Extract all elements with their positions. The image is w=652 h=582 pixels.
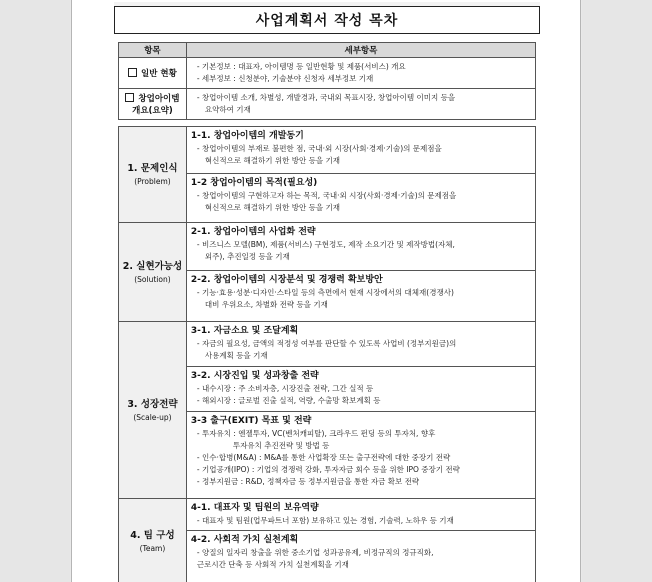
sub-block [187, 322, 535, 367]
section-en: (Team) [139, 543, 166, 553]
sub-bullet: - 기업공개(IPO) : 기업의 경쟁력 강화, 투자자금 회수 등을 위한 IPO 중장기 전략 [196, 465, 460, 474]
general-bullet: - 기본정보 : 대표자, 아이템명 등 일반현황 및 제품(서비스) 개요 [196, 62, 406, 71]
header-detail: 세부항목 [186, 43, 535, 58]
overview-label-2: 개요(요약) [132, 106, 173, 116]
sub-block [187, 127, 535, 174]
sections-table [118, 126, 536, 582]
table-row-general [119, 58, 536, 89]
section-en: (Problem) [134, 177, 171, 186]
sub-bullet: 투자유치 추진전략 및 방법 등 [232, 441, 330, 450]
sub-bullet: 근로시간 단축 등 사회적 가치 실천계획을 기재 [196, 560, 349, 569]
section-row-solution [119, 223, 536, 322]
general-label: 일반 현황 [141, 69, 177, 79]
viewer-right-gutter [582, 0, 652, 582]
sub-block [187, 174, 535, 222]
section-name: 1. 문제인식 [127, 163, 178, 174]
summary-table [118, 42, 536, 120]
sub-bullet: - 자금의 필요성, 금액의 적정성 여부를 판단할 수 있도록 사업비 (정부지원금)의 [196, 339, 457, 348]
section-en: (Solution) [134, 274, 171, 284]
sub-bullet: - 창업아이템의 부재로 불편한 점, 국내·외 시장(사회·경제·기술)의 문제점을 [196, 144, 442, 153]
sub-bullet: 사용계획 등을 기재 [204, 351, 268, 360]
sub-bullet: - 인수·합병(M&A) : M&A를 통한 사업확장 또는 출구전략에 대한 중장기 전략 [196, 453, 451, 462]
sub-block [187, 412, 535, 498]
sub-bullet: 대비 우위요소, 차별화 전략 등을 기재 [204, 300, 328, 309]
sub-bullet: - 양질의 일자리 창출을 위한 중소기업 성과공유제, 비정규직의 정규직화, [196, 548, 434, 557]
header-item: 항목 [119, 43, 187, 58]
section-label-cell [119, 322, 187, 499]
sub-block [187, 271, 535, 321]
section-detail-cell [186, 127, 535, 223]
document-title: 사업계획서 작성 목차 [255, 13, 399, 29]
sub-title: 1-2 창업아이템의 목적(필요성) [190, 178, 318, 188]
sub-title: 1-1. 창업아이템의 개발동기 [190, 131, 304, 141]
sub-block [187, 531, 535, 582]
sub-title: 3-2. 시장진입 및 성과창출 전략 [190, 371, 319, 381]
section-name: 3. 성장전략 [127, 398, 178, 410]
sub-bullet: - 해외시장 : 글로벌 진출 실적, 역량, 수출망 확보계획 등 [196, 396, 381, 405]
section-row-scaleup [119, 322, 536, 499]
sub-bullet: - 투자유치 : 엔젤투자, VC(벤처캐피탈), 크라우드 펀딩 등의 투자처, 향후 [196, 429, 436, 438]
sub-title: 3-1. 자금소요 및 조달계획 [190, 326, 299, 336]
sub-bullet: 혁신적으로 해결하기 위한 방안 등을 기재 [204, 203, 340, 212]
general-bullet: - 세부정보 : 신청분야, 기술분야 신청자 세부정보 기재 [196, 74, 374, 83]
section-en: (Scale-up) [133, 412, 172, 422]
section-label-cell [119, 127, 187, 223]
table-row-overview [119, 89, 536, 120]
sub-bullet: 외주), 추진일정 등을 기재 [204, 252, 290, 261]
sub-block [187, 223, 535, 271]
page-right-edge [580, 0, 581, 582]
document-page [72, 0, 580, 582]
sub-block [187, 367, 535, 412]
sub-bullet: - 정부지원금 : R&D, 정책자금 등 정부지원금을 통한 자금 확보 전략 [196, 477, 420, 486]
section-row-problem [119, 127, 536, 223]
title-box [114, 6, 540, 34]
sub-bullet: 혁신적으로 해결하기 위한 방안 등을 기재 [204, 156, 340, 165]
section-name: 4. 팀 구성 [130, 529, 175, 541]
sub-bullet: - 창업아이템의 구현하고자 하는 목적, 국내·외 시장(사회·경제·기술)의 문제점을 [196, 191, 457, 200]
sub-bullet: - 내수시장 : 주 소비자층, 시장진출 전략, 그간 실적 등 [196, 384, 374, 393]
section-label-cell [119, 223, 187, 322]
sub-block [187, 499, 535, 531]
checkbox-icon [125, 93, 134, 102]
section-detail-cell [186, 499, 535, 582]
sub-title: 4-1. 대표자 및 팀원의 보유역량 [190, 503, 319, 513]
sub-title: 2-2. 창업아이템의 시장분석 및 경쟁력 확보방안 [190, 275, 383, 285]
sub-bullet: - 기능·효용·성분·디자인·스타일 등의 측면에서 현재 시장에서의 대체재(경쟁사) [196, 288, 454, 297]
overview-label-1: 창업아이템 [138, 94, 180, 104]
viewer-left-gutter [0, 0, 70, 582]
section-name: 2. 실현가능성 [122, 260, 183, 272]
section-row-team [119, 499, 536, 582]
sub-title: 4-2. 사회적 가치 실천계획 [190, 535, 299, 545]
section-detail-cell [186, 223, 535, 322]
sub-bullet: - 비즈니스 모델(BM), 제품(서비스) 구현정도, 제작 소요기간 및 제작방법(자체, [196, 240, 455, 249]
general-label-cell [119, 58, 187, 89]
general-detail-cell [186, 58, 535, 89]
overview-bullet: - 창업아이템 소개, 차별성, 개발경과, 국내외 목표시장, 창업아이템 이미지 등을 [196, 93, 456, 102]
section-label-cell [119, 499, 187, 582]
sub-title: 3-3 출구(EXIT) 목표 및 전략 [190, 416, 312, 426]
checkbox-icon [128, 68, 137, 77]
table-header-row [119, 43, 536, 58]
overview-bullet: 요약하여 기재 [204, 105, 251, 114]
overview-label-cell [119, 89, 187, 120]
sub-bullet: - 대표자 및 팀원(업무파트너 포함) 보유하고 있는 경험, 기술력, 노하우 등 기재 [196, 516, 454, 525]
sub-title: 2-1. 창업아이템의 사업화 전략 [190, 227, 316, 237]
section-detail-cell [186, 322, 535, 499]
overview-detail-cell [186, 89, 535, 120]
